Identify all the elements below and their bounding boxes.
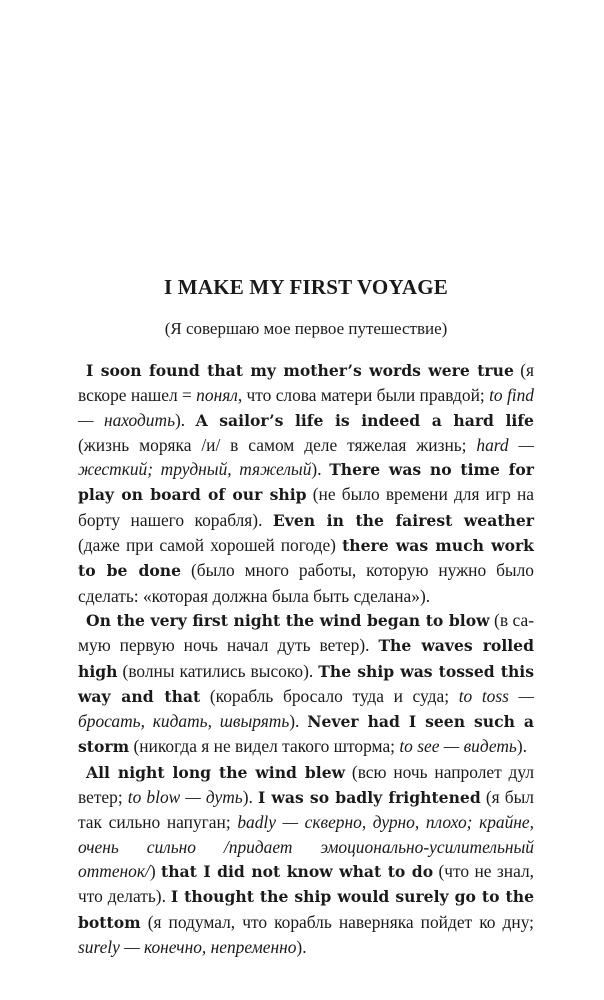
english-phrase: there was much work to be done	[78, 536, 534, 581]
gloss: to find — находить	[78, 385, 535, 430]
gloss: to blow — дуть	[127, 787, 243, 808]
gloss: surely — конечно, непременно	[78, 936, 297, 957]
russian-translation: (что не знал, что делать).	[78, 860, 534, 907]
russian-translation: (жизнь моряка /и/ в самом деле тяжелая жизнь;	[78, 434, 477, 455]
russian-translation: ).	[174, 409, 196, 430]
english-phrase: A sailor’s life is indeed a hard life	[195, 410, 534, 430]
english-phrase: On the very first night the wind began to blow	[86, 610, 490, 630]
russian-translation: ).	[289, 711, 308, 732]
chapter-subtitle: (Я совершаю мое первое путешествие)	[164, 319, 448, 338]
russian-translation: ).	[242, 787, 258, 808]
russian-translation: ).	[516, 736, 527, 757]
russian-translation: (корабль бросало туда и суда;	[200, 685, 459, 706]
russian-translation: (я подумал, что корабль наверняка пойдет ко дну;	[140, 911, 534, 932]
english-phrase: I soon found that my mother’s words were true	[86, 361, 514, 380]
russian-translation: (всю ночь напролет дул ветер;	[78, 761, 534, 808]
english-phrase: Even in the fairest weather	[272, 510, 534, 530]
russian-translation: )	[149, 860, 162, 881]
english-phrase: I was so badly frightened	[257, 788, 481, 808]
russian-translation: ).	[296, 936, 307, 957]
russian-translation: (в самую первую ночь начал дуть ветер).	[78, 609, 534, 656]
english-phrase: Never had I seen such a storm	[78, 712, 534, 757]
book-page	[78, 272, 534, 959]
english-phrase: I thought the ship would surely go to the bottom	[78, 887, 535, 932]
gloss: to toss — бросать, кидать, швырять	[78, 685, 535, 732]
gloss: badly — скверно, дурно, плохо; крайне, очень сильно /придает эмоционально-усилительный оттенок/	[78, 812, 535, 881]
english-phrase: There was no time for play on board of our ship	[78, 460, 534, 505]
paragraph-2	[78, 608, 534, 760]
paragraph-1	[78, 358, 534, 608]
russian-translation: (я был так сильно напуган;	[78, 787, 534, 833]
russian-translation: (никогда я не видел такого шторма;	[129, 736, 400, 757]
english-phrase: that I did not know what to do	[161, 861, 434, 881]
chapter-title: I MAKE MY FIRST VOYAGE	[163, 275, 449, 299]
russian-translation: (не было времени для игр на борту нашего корабля).	[78, 484, 534, 530]
gloss: понял	[196, 385, 238, 406]
english-phrase: The waves rolled high	[78, 636, 534, 681]
russian-translation: , что слова матери были правдой;	[237, 385, 490, 406]
english-phrase: All night long the wind blew	[86, 762, 346, 782]
english-phrase: The ship was tossed this way and that	[78, 661, 534, 706]
gloss: to see — видеть	[399, 736, 517, 757]
russian-translation: (волны катились высоко).	[117, 660, 319, 681]
paragraph-3	[78, 760, 534, 959]
gloss: hard — жесткий; трудный, тяжелый	[78, 434, 534, 480]
russian-translation: ).	[311, 459, 330, 480]
russian-translation: (даже при самой хорошей погоде)	[78, 535, 343, 556]
russian-translation: (было много работы, которую нужно было сделать: «которая должна была быть сделана»).	[78, 560, 534, 606]
body-text	[78, 358, 534, 959]
russian-translation: (я вскоре нашел =	[78, 360, 534, 406]
